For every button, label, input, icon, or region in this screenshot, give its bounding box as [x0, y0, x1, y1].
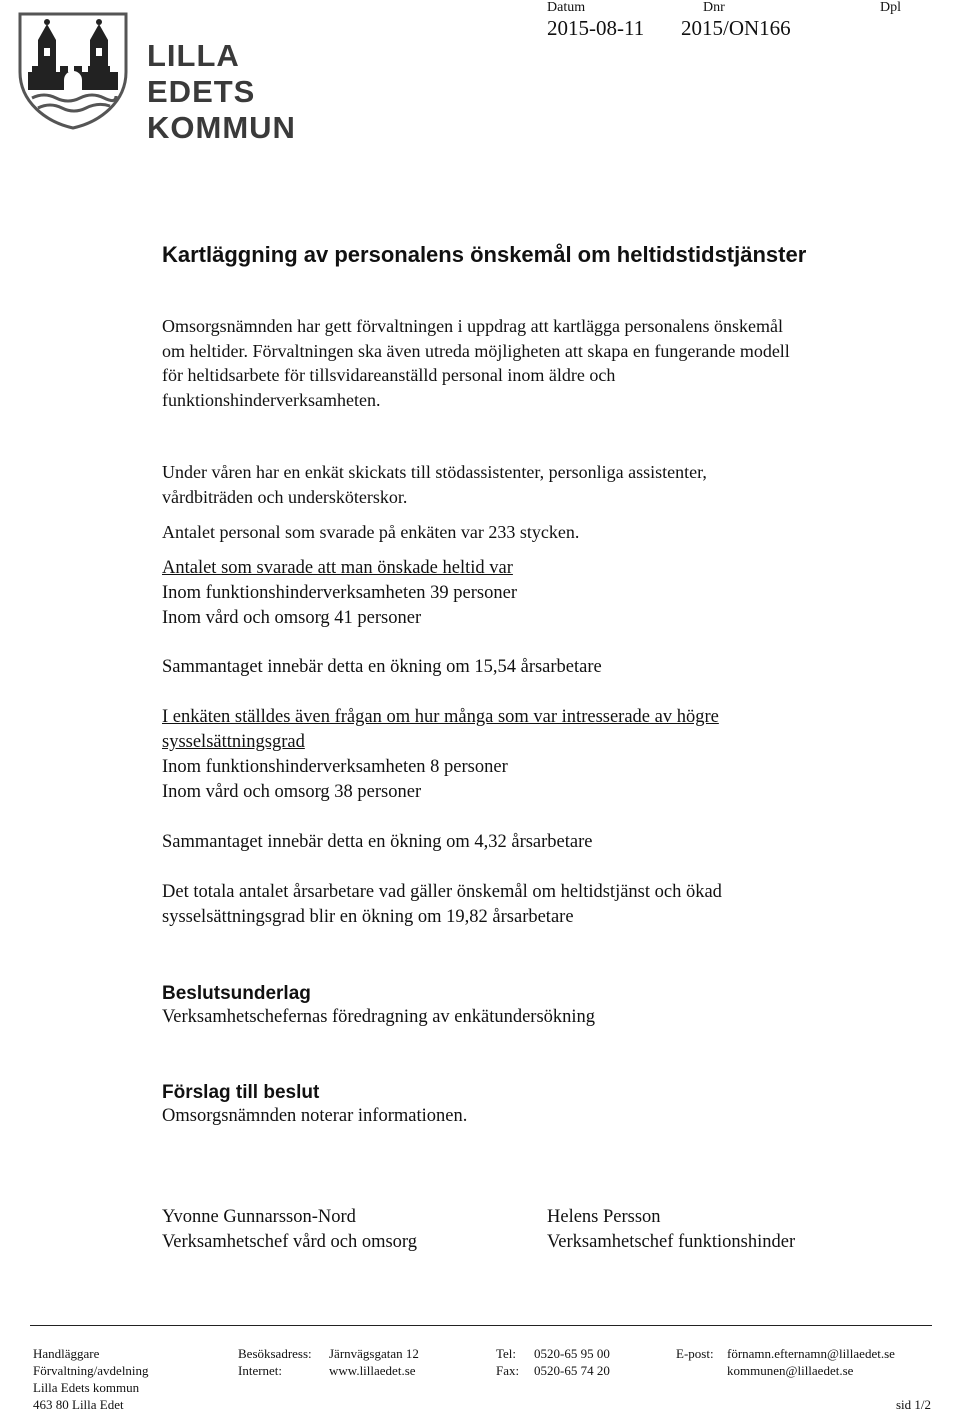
visit-label: Besöksadress: — [238, 1346, 312, 1361]
footer-line: Lilla Edets kommun — [33, 1380, 140, 1395]
email-link[interactable]: förnamn.efternamn@lillaedet.se — [727, 1346, 895, 1361]
intro-line: Omsorgsnämnden har gett förvaltningen i uppdrag att kartlägga personalens önskemål — [162, 316, 783, 336]
logo-wordmark — [147, 38, 304, 146]
footer-contact-block — [33, 1345, 149, 1413]
higher-total: Sammantaget innebär detta en ökning om 4,32 årsarbetare — [162, 832, 593, 852]
tel-label: Tel: — [496, 1346, 517, 1361]
logo-line-1: LILLA EDETS — [147, 38, 256, 109]
proposal-text: Omsorgsnämnden noterar informationen. — [162, 1106, 468, 1126]
fax-label: Fax: — [496, 1363, 520, 1378]
municipality-logo — [14, 10, 304, 145]
proposal-heading: Förslag till beslut — [162, 1082, 320, 1103]
fax-value: 0520-65 74 20 — [534, 1363, 610, 1378]
signature-name: Yvonne Gunnarsson-Nord — [162, 1207, 356, 1227]
footer-line: 463 80 Lilla Edet — [33, 1397, 124, 1412]
higher-heading-line1: I enkäten ställdes även frågan om hur många som var intresserade av högre — [162, 707, 719, 727]
grand-total-line1: Det totala antalet årsarbetare vad gäller önskemål om heltidstjänst och ökad — [162, 882, 722, 902]
intro-line: för heltidsarbete för tillsvidareanställd personal inom äldre och — [162, 365, 616, 385]
coat-of-arms-icon — [14, 10, 132, 130]
tel-value: 0520-65 95 00 — [534, 1346, 610, 1361]
higher-care: Inom vård och omsorg 38 personer — [162, 782, 422, 802]
dnr-value: 2015/ON166 — [681, 16, 791, 40]
document-title: Kartläggning av personalens önskemål om heltidstidstjänster — [162, 242, 807, 267]
footer-divider — [30, 1325, 932, 1326]
email-label: E-post: — [676, 1346, 714, 1361]
logo-line-2: KOMMUN — [147, 110, 296, 145]
grand-total-line2: sysselsättningsgrad blir en ökning om 19,82 årsarbetare — [162, 907, 574, 927]
intro-line: funktionshinderverksamheten. — [162, 389, 381, 410]
survey-line: Under våren har en enkät skickats till stödassistenter, personliga assistenter, — [162, 462, 707, 482]
visit-address: Järnvägsgatan 12 — [329, 1346, 419, 1361]
footer-line: Förvaltning/avdelning — [33, 1363, 149, 1378]
internet-label: Internet: — [238, 1363, 283, 1378]
signature-name: Helens Persson — [547, 1207, 661, 1227]
signature-role: Verksamhetschef vård och omsorg — [162, 1232, 417, 1252]
date-value: 2015-08-11 — [547, 16, 645, 40]
date-label: Datum — [547, 0, 586, 15]
fulltime-total: Sammantaget innebär detta en ökning om 15,54 årsarbetare — [162, 657, 602, 677]
higher-func: Inom funktionshinderverksamheten 8 personer — [162, 757, 508, 777]
respondents-text: Antalet personal som svarade på enkäten var 233 stycken. — [162, 522, 580, 542]
footer-line: Handläggare — [33, 1346, 100, 1361]
higher-heading-line2: sysselsättningsgrad — [162, 732, 305, 752]
fulltime-heading: Antalet som svarade att man önskade heltid var — [162, 558, 513, 578]
fulltime-func: Inom funktionshinderverksamheten 39 personer — [162, 583, 518, 603]
fulltime-care: Inom vård och omsorg 41 personer — [162, 608, 422, 628]
dnr-label: Dnr — [703, 0, 725, 15]
survey-paragraph — [162, 460, 942, 509]
basis-heading: Beslutsunderlag — [162, 983, 311, 1004]
intro-line: om heltider. Förvaltningen ska även utreda möjligheten att skapa en fungerande modell — [162, 340, 790, 361]
dpl-label: Dpl — [880, 0, 901, 15]
survey-line: vårdbiträden och undersköterskor. — [162, 486, 408, 507]
page-number: sid 1/2 — [896, 1397, 932, 1412]
signature-role: Verksamhetschef funktionshinder — [547, 1232, 796, 1252]
email-link[interactable]: kommunen@lillaedet.se — [727, 1363, 854, 1378]
website-link[interactable]: www.lillaedet.se — [329, 1363, 416, 1378]
intro-paragraph — [162, 314, 942, 412]
basis-text: Verksamhetschefernas föredragning av enkätundersökning — [162, 1007, 596, 1027]
